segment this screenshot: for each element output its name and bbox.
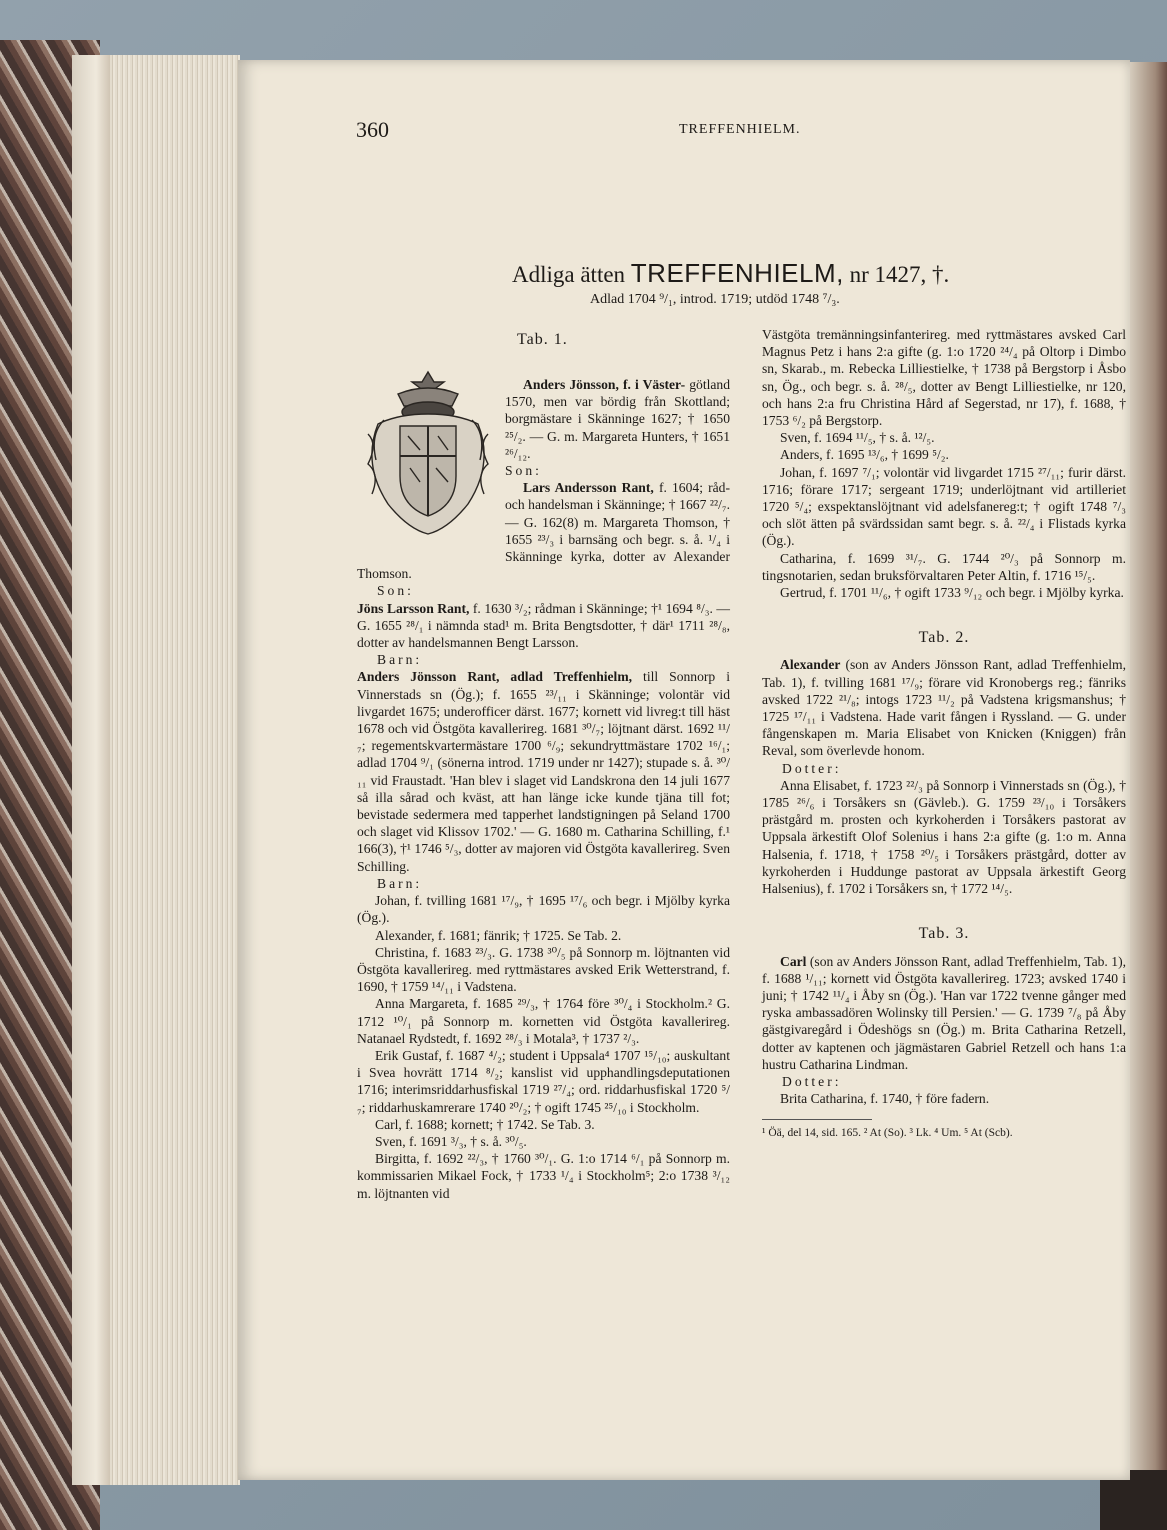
person-name: Carl — [780, 953, 807, 969]
right-column — [762, 326, 1126, 1141]
person-name: Anders Jönsson, f. i Väster- — [523, 377, 686, 392]
section-label: Son: — [377, 583, 414, 599]
paragraph: (son av Anders Jönsson Rant, adlad Treffenhielm, Tab. 1), f. tvilling 1681 ¹⁷/₉; förare vid Kronobergs reg.; fänriks avsked 1722 ²¹/₈; intogs 1723 ¹¹/₂ på Vadstena krigsmanshus; † 1725 ¹⁷/₁₁ i Vadstena. Hade varit fången i Ryssland. — G. under fångenskapen m. Maria Elisabet von Knicken (Kniggen) från Reval, som överlevde honom. — [762, 657, 1126, 759]
child-entry: Catharina, f. 1699 ³¹/₇. G. 1744 ²⁰/₃ på Sonnorp m. tingsnotarien, sedan bruksförvaltaren Peter Altin, f. 1716 ¹⁵/₅. — [762, 550, 1126, 583]
family-name: TREFFENHIELM, — [630, 258, 844, 288]
child-entry: Christina, f. 1683 ²³/₃. G. 1738 ³⁰/₅ på Sonnorp m. löjtnanten vid Östgöta kavallerireg. med ryttmästares avsked Erik Wetterstrand, f. 1690, † 1759 ¹⁴/₁₁ i Vadstena. — [357, 944, 730, 995]
page-stack-edge — [110, 55, 240, 1485]
child-entry: Anders, f. 1695 ¹³/₆, † 1699 ⁵/₂. — [780, 447, 949, 463]
left-column — [357, 376, 730, 1202]
page-number: 360 — [356, 117, 389, 142]
paragraph: f. 1630 ³/₂; rådman i Skänninge; †¹ 1694 ⁸/₃. — G. 1655 ²⁸/₁ i nämnda stad¹ m. Brita Bengtsdotter, † där¹ 1711 ²⁸/₈, dotter av handelsmannen Bengt Larsson. — [357, 600, 731, 651]
child-entry: Erik Gustaf, f. 1687 ⁴/₂; student i Uppsala⁴ 1707 ¹⁵/₁₀; auskultant i Svea hovrätt 1714 ⁸/₂; kanslist vid upphandlingsdeputationen 1716; interimsriddarhusfiskal 1719 ²⁷/₄; ord. riddarhusfiskal 1720 ⁵/₇; riddarhuskamrerare 1740 ²⁰/₂; † ogift 1745 ²⁵/₁₀ i Stockholm. — [357, 1047, 730, 1115]
child-entry: Gertrud, f. 1701 ¹¹/₆, † ogift 1733 ⁹/₁₂ och begr. i Mjölby kyrka. — [780, 585, 1124, 601]
child-entry: Sven, f. 1691 ³/₃, † s. å. ³⁰/₅. — [375, 1133, 527, 1149]
section-label: Barn: — [377, 875, 423, 891]
paragraph: götland 1570, men var bördig från Skottland; borgmästare i Skänninge 1627; † 1650 ²⁵/₂. — G. m. Margareta Hunters, † 1651 ²⁶/₁₂. — [505, 377, 730, 461]
paragraph: (son av Anders Jönsson Rant, adlad Treffenhielm, Tab. 1), f. 1688 ¹/₁₁; kornett vid Östgöta kavallerireg. 1723; avsked 1740 i juni; † 1742 ¹¹/₄ i Åby sn (Ög.). 'Han var 1722 tvenne gånger med ryska ambassadören Wolinsky till Persien.' — G. 1739 ⁷/₈ på Åby gästgivaregård i Ödeshögs sn (Ög.) m. Brita Catharina Retzell, dotter av kaptenen och jägmästaren Gabriel Retzell och hans 1:a hustru Catharina Lindman. — [762, 953, 1126, 1072]
footnote-rule — [762, 1119, 872, 1120]
coat-of-arms-space — [357, 376, 505, 561]
section-label: Barn: — [377, 652, 423, 668]
tab-3-heading: Tab. 3. — [918, 925, 970, 943]
paragraph: f. 1604; råd- och handelsman i Skänninge; † 1667 ²²/₇. — G. 162(8) m. Margareta Thomson, † 1655 ²³/₃ i barnsäng och begr. s. å. ¹/₄ i Skänninge kyrka, dotter av Alexander Thomson. — [357, 480, 731, 582]
person-name: Lars Andersson Rant, — [523, 480, 654, 496]
child-entry: Johan, f. 1697 ⁷/₁; volontär vid livgardet 1715 ²⁷/₁₁; furir därst. 1716; förare 1717; sergeant 1719; underlöjtnant vid artilleriet 1720 ⁵/₄; exspektanslöjtnant vid adelsfanereg:t; † ogift 1748 ⁷/₃ och slöt ätten på svärdssidan samt begr. s. å. ²²/₄ i Flistads kyrka (Ög.). — [762, 464, 1126, 549]
child-entry: Johan, f. tvilling 1681 ¹⁷/₉, † 1695 ¹⁷/₆ och begr. i Mjölby kyrka (Ög.). — [357, 893, 730, 926]
section-label: Dotter: — [782, 1073, 842, 1089]
child-entry: Birgitta, f. 1692 ²²/₃, † 1760 ³⁰/₁. G. 1:o 1714 ⁶/₁ på Sonnorp m. kommissarien Mikael Fock, † 1733 ¹/₄ i Stockholm⁵; 2:o 1738 ³/₁₂ m. löjtnanten vid — [357, 1151, 730, 1201]
child-entry: Brita Catharina, f. 1740, † före fadern. — [780, 1091, 990, 1107]
book-spine-edge — [72, 55, 112, 1485]
footnotes: ¹ Öä, del 14, sid. 165. ² At (So). ³ Lk. ⁴ Um. ⁵ At (Scb). — [762, 1127, 1013, 1140]
child-entry: Anna Elisabet, f. 1723 ²²/₃ på Sonnorp i Vinnerstads sn (Ög.), † 1785 ²⁶/₆ i Torsåkers sn (Gävleb.). G. 1759 ²³/₁₀ i Torsåkers prästgård m. prosten och kyrkoherden i Torsåkers pastorat av Uppsala ärkestift Olof Solenius i hans 2:a gifte (g. 1:o m. Anna Halsenia, f. 1718, † 1758 ²⁰/₅ i Torsåkers prästgård, dotter av kyrkoherden i Huddunge pastorat av Uppsala ärkestift Georg Halsenius), f. 1702 i Torsåkers sn, † 1772 ¹⁴/₅. — [762, 777, 1126, 897]
family-title — [512, 258, 949, 289]
paragraph: till Sonnorp i Vinnerstads sn (Ög.); f. 1655 ²³/₁₁ i Skänninge; volontär vid livgardet 1675; underofficer därst. 1677; kornett vid livreg:t till häst 1678 och vid Östgöta kavallerireg. 1681 ³⁰/₇; löjtnant därst. 1692 ¹¹/₇; regementskvartermästare 1700 ⁶/₉; sekundryttmästare 1702 ¹⁶/₁; adlad 1704 ⁹/₁ (sönerna introd. 1719 under nr 1427); stupade s. å. ³⁰/₁₁ vid Fraustadt. 'Han blev i slaget vid Landskrona den 14 juli 1677 så illa sårad och kväst, att han länge icke kunde tjäna till fot; bevistade sedermera med tapperhet landstigningen på Seland 1700 och slaget vid Klissov 1702.' — G. 1680 m. Catharina Schilling, f.¹ 166(3), †¹ 1746 ⁵/₃, dotter av majoren vid Östgöta kavallerireg. Sven Schilling. — [357, 669, 730, 874]
continued-entry: Västgöta tremänningsinfanterireg. med ryttmästares avsked Carl Magnus Petz i hans 2:a gifte (g. 1:o 1720 ²⁴/₄ på Oltorp i Dimbo sn, Skarab., m. Rebecka Lilliestielke, † 1738 på Bergstorp i Åsbo sn, Ög., och begr. s. å. ²⁸/₅, dotter av Bengt Lilliestielke, nr 120, och hans 2:a fru Christina Hård af Segerstad, nr 17), f. 1688, † 1753 ⁶/₂ på Bergstorp. — [762, 327, 1126, 429]
section-label: Son: — [505, 463, 542, 479]
person-name: Alexander — [780, 657, 841, 673]
tab-1-heading: Tab. 1. — [517, 331, 568, 348]
title-prefix: Adliga ätten — [512, 262, 626, 287]
tab-2-heading: Tab. 2. — [918, 629, 970, 647]
running-head: TREFFENHIELM. — [679, 122, 801, 137]
child-entry: Sven, f. 1694 ¹¹/₅, † s. å. ¹²/₅. — [780, 430, 935, 446]
person-name: Jöns Larsson Rant, — [357, 600, 470, 616]
child-entry: Anna Margareta, f. 1685 ²⁹/₃, † 1764 före ³⁰/₄ i Stockholm.² G. 1712 ¹⁰/₁ på Sonnorp m. kornetten vid Östgöta kavallerireg. Natanael Rydstedt, f. 1692 ²⁸/₃ i Motala³, † 1737 ²/₃. — [357, 996, 730, 1046]
ennoblement-dates: Adlad 1704 ⁹/₁, introd. 1719; utdöd 1748 ⁷/₃. — [590, 292, 840, 307]
section-label: Dotter: — [782, 760, 842, 776]
child-entry: Alexander, f. 1681; fänrik; † 1725. Se Tab. 2. — [375, 927, 622, 943]
next-page-edge — [1128, 62, 1167, 1472]
child-entry: Carl, f. 1688; kornett; † 1742. Se Tab. 3. — [375, 1116, 595, 1132]
title-suffix: nr 1427, †. — [849, 262, 950, 287]
person-name: Anders Jönsson Rant, adlad Treffenhielm, — [357, 669, 633, 685]
